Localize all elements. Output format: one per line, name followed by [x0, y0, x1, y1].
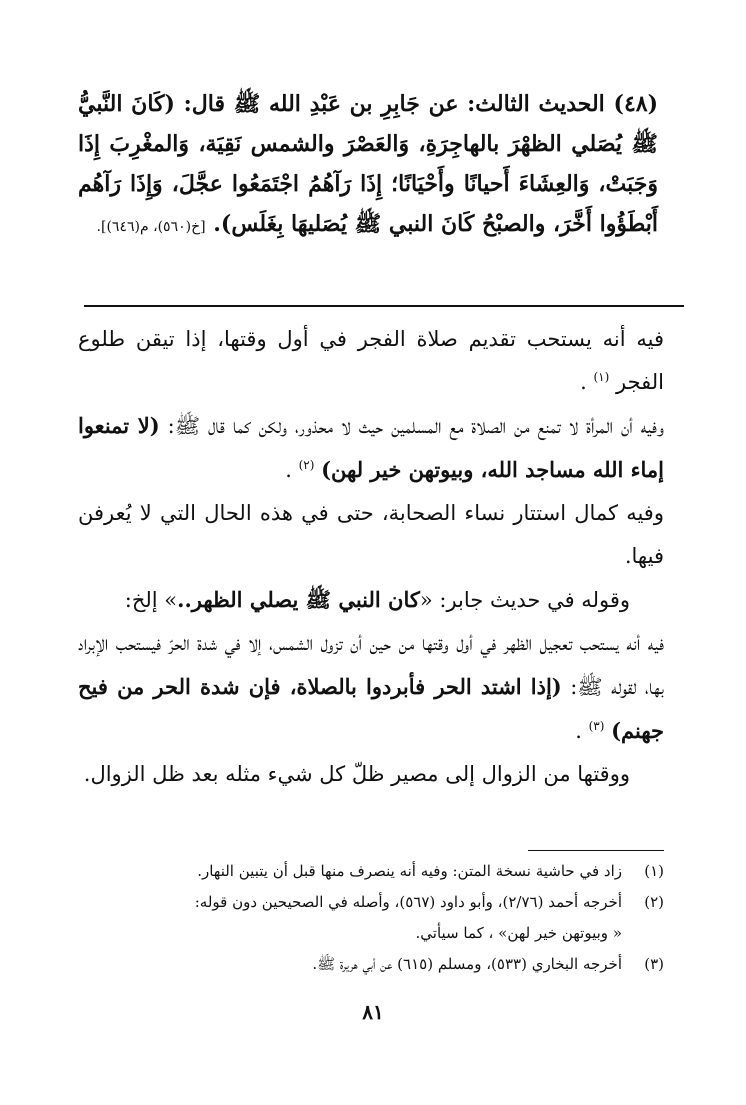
commentary-paragraph-1 [78, 318, 664, 404]
commentary-paragraph-6 [78, 753, 664, 796]
hadith-block [78, 84, 658, 247]
footnotes [78, 856, 664, 980]
footnote-text: زاد في حاشية نسخة المتن: وفيه أنه ينصرف منها قبل أن يتبين النهار. [197, 862, 622, 880]
paragraph-text-end: » إلخ: [124, 588, 178, 612]
footnote-text: أخرجه أحمد (٢/٧٦)، وأبو داود (٥٦٧)، وأصله في الصحيحين دون قوله: [194, 893, 622, 911]
footnote-marker-2: (٢) [298, 458, 315, 472]
paragraph-text: فيه أنه يستحب تعجيل الظهر في أول وقتها من حين أن تزول الشمس، إلا في شدة الحرّ فيستحب الإبراد بها، لقوله ﷺ: [78, 631, 665, 699]
footnote-number: (١) [644, 862, 664, 880]
footnote-2 [78, 887, 664, 918]
paragraph-end: . [285, 458, 292, 482]
footnote-1 [78, 856, 664, 887]
hadith-quote: كان النبي ﷺ يصلي الظهر.. [177, 587, 420, 612]
footnote-marker-3: (٣) [588, 719, 605, 733]
footnote-2-continuation [78, 918, 664, 949]
commentary-paragraph-2 [78, 404, 664, 492]
paragraph-text: وفيه أن المرأة لا تمنع من الصلاة مع المسلمين حيث لا محذور، ولكن كما قال ﷺ: [159, 414, 664, 438]
footnote-text: « وبيوتهن خير لهن» ، كما سيأتي. [415, 924, 622, 942]
paragraph-end: . [575, 719, 582, 743]
hadith-reference: [خ(٥٦٠)، م(٦٤٦)]. [96, 219, 206, 235]
hadith-text: (٤٨) الحديث الثالث: عن جَابِرِ بن عَبْدِ الله ﷺ قال: (كَانَ النَّبيُّ ﷺ يُصَلي الظهْرَ بالهاجِرَةِ، وَالعَصْرَ والشمس نَقِيَة، وَالمغْرِبَ إِذَا وَجَبَتْ، وَالعِشَاءَ أَحيانًا وأَحْيَانًا؛ إِذَا رَآهُمُ اجْتَمَعُوا عجَّلَ، وَإِذَا رَآهُم أَبْطَؤُوا أَخَّرَ، والصبْحُ كَانَ النبي ﷺ يُصَليهَا بِغَلَس). [78, 91, 658, 237]
paragraph-text: وقوله في حديث جابر: « [419, 588, 630, 612]
footnote-number: (٢) [644, 893, 664, 911]
commentary-paragraph-5 [78, 622, 664, 753]
hadith-quote: (لا تمنعوا إماء الله مساجد الله، وبيوتهن خير لهن) [78, 413, 664, 482]
paragraph-text: وفيه كمال استتار نساء الصحابة، حتى في هذه الحال التي لا يُعرفن فيها. [78, 501, 664, 568]
footnote-marker-1: (١) [593, 370, 610, 384]
commentary [78, 318, 664, 796]
section-divider [84, 305, 684, 307]
paragraph-text: فيه أنه يستحب تقديم صلاة الفجر في أول وقتها، إذا تيقن طلوع الفجر [78, 327, 664, 394]
footnote-3 [78, 949, 664, 980]
commentary-paragraph-3 [78, 492, 664, 578]
paragraph-text: ووقتها من الزوال إلى مصير ظلّ كل شيء مثله بعد ظل الزوال. [83, 762, 630, 786]
footnote-number: (٣) [644, 955, 664, 973]
page-number: ٨١ [362, 1000, 384, 1024]
hadith-quote: (إذا اشتد الحر فأبردوا بالصلاة، فإن شدة الحر من فيح جهنم) [78, 674, 664, 743]
paragraph-end: . [580, 370, 587, 394]
footnote-text: أخرجه البخاري (٥٣٣)، ومسلم (٦١٥) عن أبي هريرة ﷺ. [312, 955, 622, 973]
commentary-paragraph-4 [78, 578, 664, 622]
footnote-divider [528, 850, 664, 851]
